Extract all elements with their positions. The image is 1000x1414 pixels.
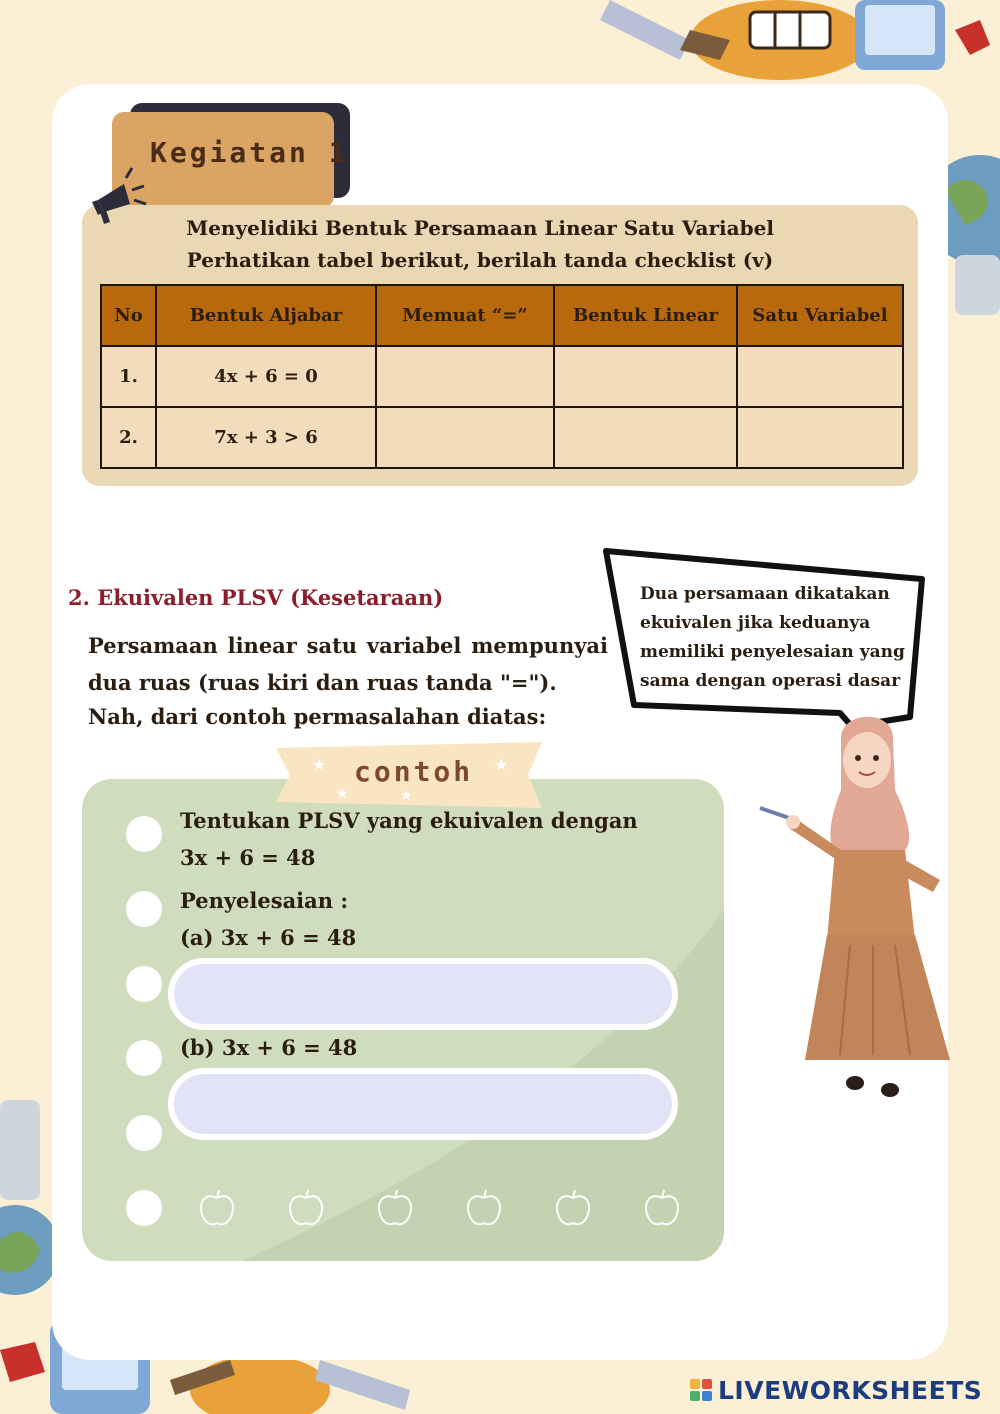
table-header-row [101,285,903,346]
header-no: No [101,285,156,346]
bullet-dot [126,1115,162,1151]
checkbox-cell-linear-row-2[interactable] [554,407,737,468]
row-number: 2. [101,407,156,468]
answer-a-input[interactable] [168,958,678,1030]
checkbox-cell-linear-row-1[interactable] [554,346,737,407]
speech-line: memiliki penyelesaian yang [640,642,905,662]
speech-line: ekuivalen jika keduanya [640,613,871,633]
checkbox-cell-variabel-row-1[interactable] [737,346,903,407]
section-heading: 2. Ekuivalen PLSV (Kesetaraan) [68,585,444,610]
bullet-dot [126,1040,162,1076]
checklist-table [100,284,904,469]
solution-label: Penyelesaian : [180,888,349,913]
svg-text:★: ★ [400,788,413,804]
liveworksheets-text: LIVEWORKSHEETS [718,1375,983,1405]
checkbox-cell-variabel-row-2[interactable] [737,407,903,468]
table-row [101,407,903,468]
answer-b-input[interactable] [168,1068,678,1140]
bullet-dot [126,966,162,1002]
checkbox-cell-memuat-row-2[interactable] [376,407,554,468]
table-row [101,346,903,407]
panel-instruction: Perhatikan tabel berikut, berilah tanda checklist (v) [186,248,774,272]
row-number: 1. [101,346,156,407]
apple-icon [463,1186,505,1228]
apple-icon [374,1186,416,1228]
paragraph-line-3: Nah, dari contoh permasalahan diatas: [88,704,547,729]
paragraph-line-1: Persamaan linear satu variabel mempunyai [88,633,608,658]
contoh-label: contoh [354,755,474,788]
panel-title: Menyelidiki Bentuk Persamaan Linear Satu Variabel [186,216,774,240]
part-a-label: (a) 3x + 6 = 48 [180,925,357,950]
bullet-dot [126,891,162,927]
bullet-dot [126,1190,162,1226]
speech-line: sama dengan operasi dasar [640,671,901,691]
apple-icon [285,1186,327,1228]
liveworksheets-watermark [690,1373,982,1407]
row-expression: 4x + 6 = 0 [156,346,376,407]
header-memuat: Memuat “=” [376,285,554,346]
activity-tag-label: Kegiatan 1 [150,136,349,169]
header-bentuk-aljabar: Bentuk Aljabar [156,285,376,346]
part-b-label: (b) 3x + 6 = 48 [180,1035,358,1060]
checkbox-cell-memuat-row-1[interactable] [376,346,554,407]
header-satu-variabel: Satu Variabel [737,285,903,346]
speech-bubble-text [640,580,910,696]
svg-text:★: ★ [336,786,349,802]
liveworksheets-logo-icon [690,1379,712,1401]
svg-text:★: ★ [494,755,509,774]
speech-line: Dua persamaan dikatakan [640,584,890,604]
apple-icon [196,1186,238,1228]
paragraph-line-2: dua ruas (ruas kiri dan ruas tanda "="). [88,670,557,695]
apple-icon [552,1186,594,1228]
example-equation: 3x + 6 = 48 [180,845,316,870]
header-bentuk-linear: Bentuk Linear [554,285,737,346]
example-question: Tentukan PLSV yang ekuivalen dengan [180,808,638,833]
row-expression: 7x + 3 > 6 [156,407,376,468]
bullet-dot [126,816,162,852]
teacher-illustration [755,700,955,1110]
apple-icon [641,1186,683,1228]
svg-text:★: ★ [312,755,327,774]
